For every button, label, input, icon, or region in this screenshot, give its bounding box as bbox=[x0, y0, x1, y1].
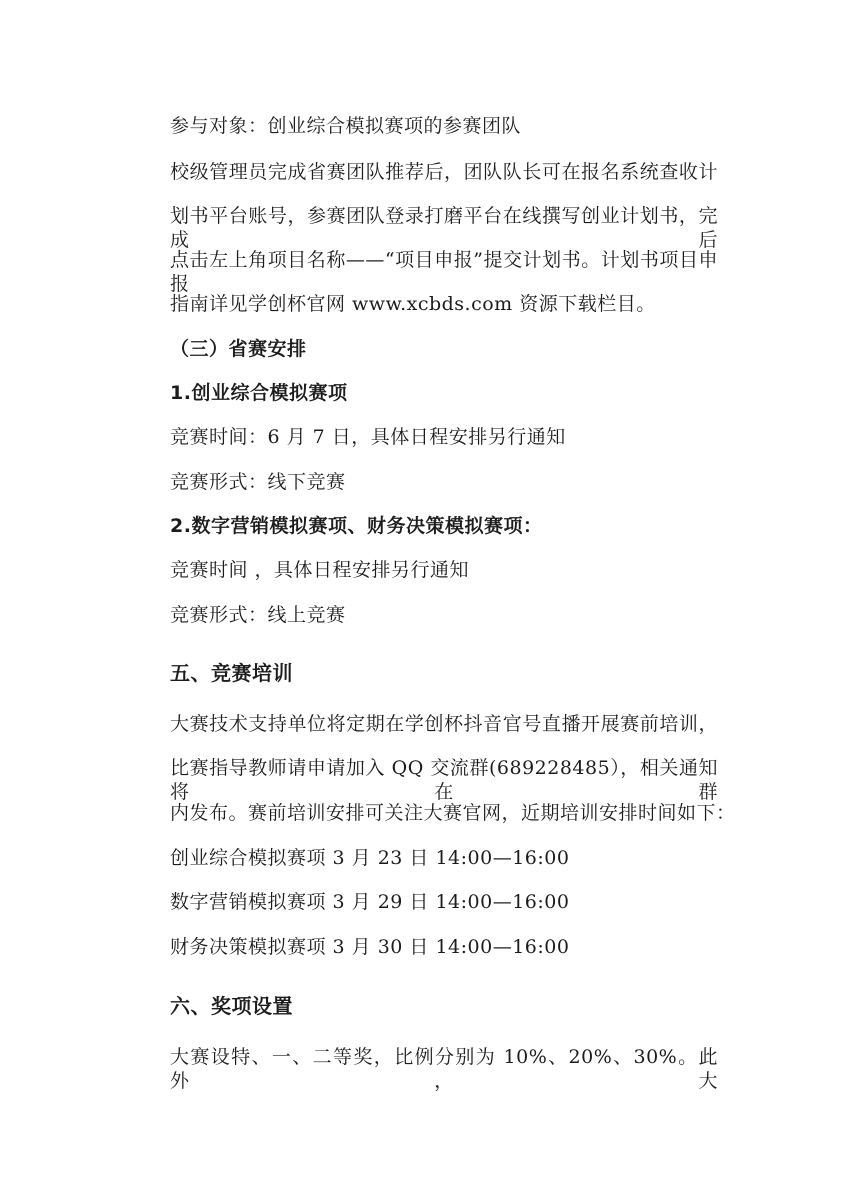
schedule-item: 数字营销模拟赛项 3 月 29 日 14:00—16:00 bbox=[170, 891, 570, 913]
participants-line: 参与对象：创业综合模拟赛项的参赛团队 bbox=[170, 115, 522, 137]
item-form: 竞赛形式：线上竞赛 bbox=[170, 604, 346, 626]
schedule-item: 创业综合模拟赛项 3 月 23 日 14:00—16:00 bbox=[170, 847, 570, 869]
paragraph-line: 大赛技术支持单位将定期在学创杯抖音官号直播开展赛前培训， bbox=[170, 713, 718, 735]
paragraph-line: 内发布。赛前培训安排可关注大赛官网，近期培训安排时间如下： bbox=[170, 802, 736, 824]
paragraph-line: 点击左上角项目名称——“项目申报”提交计划书。计划书项目申报 bbox=[170, 249, 718, 295]
item-title: 2.数字营销模拟赛项、财务决策模拟赛项： bbox=[170, 515, 543, 537]
paragraph-line: 校级管理员完成省赛团队推荐后，团队队长可在报名系统查收计 bbox=[170, 161, 718, 183]
section-heading: 六、奖项设置 bbox=[170, 994, 293, 1018]
item-form: 竞赛形式：线下竞赛 bbox=[170, 471, 346, 493]
item-title: 1.创业综合模拟赛项 bbox=[170, 382, 348, 404]
section-heading: 五、竞赛培训 bbox=[170, 661, 293, 685]
paragraph-line: 比赛指导教师请申请加入 QQ 交流群(689228485），相关通知将在群 bbox=[170, 757, 718, 803]
item-time: 竞赛时间：6 月 7 日，具体日程安排另行通知 bbox=[170, 426, 566, 448]
section-title: （三）省赛安排 bbox=[170, 338, 307, 360]
schedule-item: 财务决策模拟赛项 3 月 30 日 14:00—16:00 bbox=[170, 936, 570, 958]
paragraph-line: 划书平台账号，参赛团队登录打磨平台在线撰写创业计划书，完成后 bbox=[170, 205, 718, 251]
item-time: 竞赛时间 ，具体日程安排另行通知 bbox=[170, 559, 470, 581]
paragraph-line: 大赛设特、一、二等奖，比例分别为 10%、20%、30%。此外，大 bbox=[170, 1046, 718, 1092]
paragraph-line: 指南详见学创杯官网 www.xcbds.com 资源下载栏目。 bbox=[170, 293, 656, 315]
